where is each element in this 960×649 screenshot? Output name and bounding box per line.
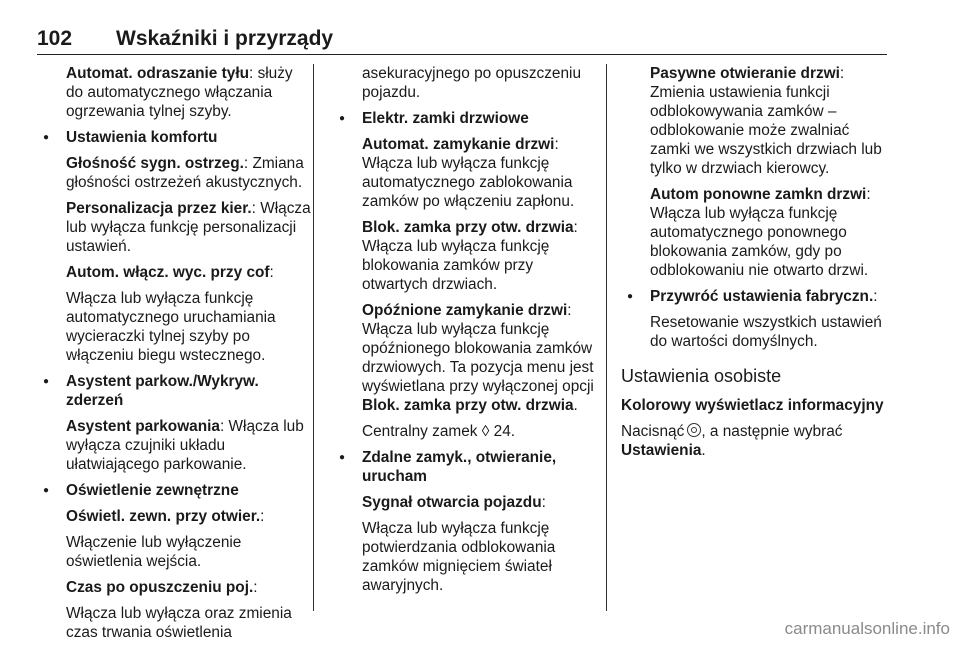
text-block [37, 154, 311, 192]
term-label: Automat. odraszanie tyłu [66, 65, 250, 82]
bullet-icon: ● [627, 291, 634, 302]
term-label: Opóźnione zamykanie drzwi [362, 302, 568, 319]
term-label: Blok. zamka przy otw. drzwia [362, 397, 574, 414]
term-label: Oświetlenie zewnętrzne [66, 482, 239, 499]
text-block [37, 578, 311, 597]
text-block [333, 301, 601, 415]
bullet-item [37, 128, 311, 147]
settings-icon [687, 423, 701, 437]
term-label: Pasywne otwieranie drzwi [650, 65, 840, 82]
bullet-item [621, 287, 891, 306]
text-column-2 [333, 64, 601, 602]
bullet-icon: ● [43, 376, 50, 387]
text-block [333, 422, 601, 441]
term-label: Personalizacja przez kier. [66, 200, 252, 217]
page-number: 102 [37, 27, 73, 50]
text-block [621, 313, 891, 351]
section-heading: Ustawienia osobiste [621, 366, 782, 386]
page-header [37, 28, 887, 55]
text-block [333, 218, 601, 294]
text-column-3 [621, 64, 891, 467]
term-label: Oświetl. zewn. przy otwier. [66, 508, 261, 525]
bullet-icon: ● [339, 452, 346, 463]
bullet-item [37, 372, 311, 410]
term-description: Włącza lub wyłącza funkcję potwierdzania odblokowania zamków mignięciem świateł awaryjnych. [362, 520, 556, 594]
text-block [333, 519, 601, 595]
text-block [621, 185, 891, 280]
term-description: : Włącza lub wyłącza funkcję opóźnionego blokowania zamków drzwiowych. Ta pozycja menu jest wyświetlana przy wyłączonej opcji [362, 302, 594, 395]
term-description: : Włącza lub wyłącza funkcję automatycznego ponownego blokowania zamków, gdy po odblokowaniu nie otwarto drzwi. [650, 186, 871, 279]
bullet-item [333, 448, 601, 486]
term-label: Przywróć ustawienia fabryczn. [650, 288, 874, 305]
watermark: carmanualsonline.info [784, 619, 950, 638]
term-description: : służy do automatycznego włączania ogrzewania tylnej szyby. [66, 65, 293, 120]
text-block [37, 263, 311, 282]
column-divider [606, 64, 607, 611]
term-label: Asystent parkow./Wykryw. zderzeń [66, 373, 259, 409]
term-description: . [573, 397, 578, 414]
section-subheading: Kolorowy wyświetlacz informacyjny [621, 397, 884, 414]
term-description: : Włącza lub wyłącza funkcję blokowania zamków przy otwartych drzwiach. [362, 219, 578, 293]
instruction-paragraph: Nacisnąć , a następnie wybrać Ustawienia. [621, 423, 843, 459]
term-description: Włączenie lub wyłączenie oświetlenia wejścia. [66, 534, 242, 570]
term-label: Zdalne zamyk., otwieranie, urucham [362, 449, 557, 485]
term-label: Ustawienia komfortu [66, 129, 218, 146]
term-description: : Zmienia ustawienia funkcji odblokowywania zamków – odblokowanie może zwalniać zamki we wszystkich drzwiach lub tylko w drzwiach kierowcy. [650, 65, 882, 177]
page-title: Wskaźniki i przyrządy [116, 27, 334, 50]
text-block [37, 604, 311, 642]
term-description: : Włącza lub wyłącza czujniki układu ułatwiającego parkowanie. [66, 418, 304, 473]
term-description: : [873, 288, 878, 305]
term-label: Czas po opuszczeniu poj. [66, 579, 254, 596]
term-description: asekuracyjnego po opuszczeniu pojazdu. [362, 65, 582, 101]
term-description: : [541, 494, 546, 511]
bullet-icon: ● [43, 485, 50, 496]
text-block [37, 417, 311, 474]
term-label: Asystent parkowania [66, 418, 220, 435]
text-block [37, 64, 311, 121]
term-label: Sygnał otwarcia pojazdu [362, 494, 542, 511]
term-label: Elektr. zamki drzwiowe [362, 110, 529, 127]
term-description: : Włącza lub wyłącza funkcję personalizacji ustawień. [66, 200, 311, 255]
term-label: Blok. zamka przy otw. drzwia [362, 219, 574, 236]
term-label: Autom ponowne zamkn drzwi [650, 186, 867, 203]
term-description: : Zmiana głośności ostrzeżeń akustycznych. [66, 155, 304, 191]
bullet-icon: ● [339, 113, 346, 124]
bullet-item [37, 481, 311, 500]
text-block [333, 64, 601, 102]
text-block [37, 199, 311, 256]
term-description: : [269, 264, 274, 281]
term-description: : [253, 579, 258, 596]
column-divider [313, 64, 314, 611]
term-description: Centralny zamek ◊ 24. [362, 423, 516, 440]
text-block [621, 64, 891, 178]
bullet-icon: ● [43, 132, 50, 143]
text-column-1 [37, 64, 311, 649]
term-label: Automat. zamykanie drzwi [362, 136, 555, 153]
text-block [37, 533, 311, 571]
text-block [37, 507, 311, 526]
term-description: : [260, 508, 265, 525]
text-block [333, 493, 601, 512]
term-description: : Włącza lub wyłącza funkcję automatycznego zablokowania zamków po włączeniu zapłonu. [362, 136, 575, 210]
text-block [333, 135, 601, 211]
term-description: Włącza lub wyłącza funkcję automatycznego uruchamiania wycieraczki tylnej szyby po włączeniu biegu wstecznego. [66, 290, 276, 364]
term-description: Resetowanie wszystkich ustawień do wartości domyślnych. [650, 314, 882, 350]
bullet-item [333, 109, 601, 128]
term-label: Głośność sygn. ostrzeg. [66, 155, 244, 172]
term-description: Włącza lub wyłącza oraz zmienia czas trwania oświetlenia [66, 605, 292, 641]
text-block [37, 289, 311, 365]
term-label: Autom. włącz. wyc. przy cof [66, 264, 270, 281]
